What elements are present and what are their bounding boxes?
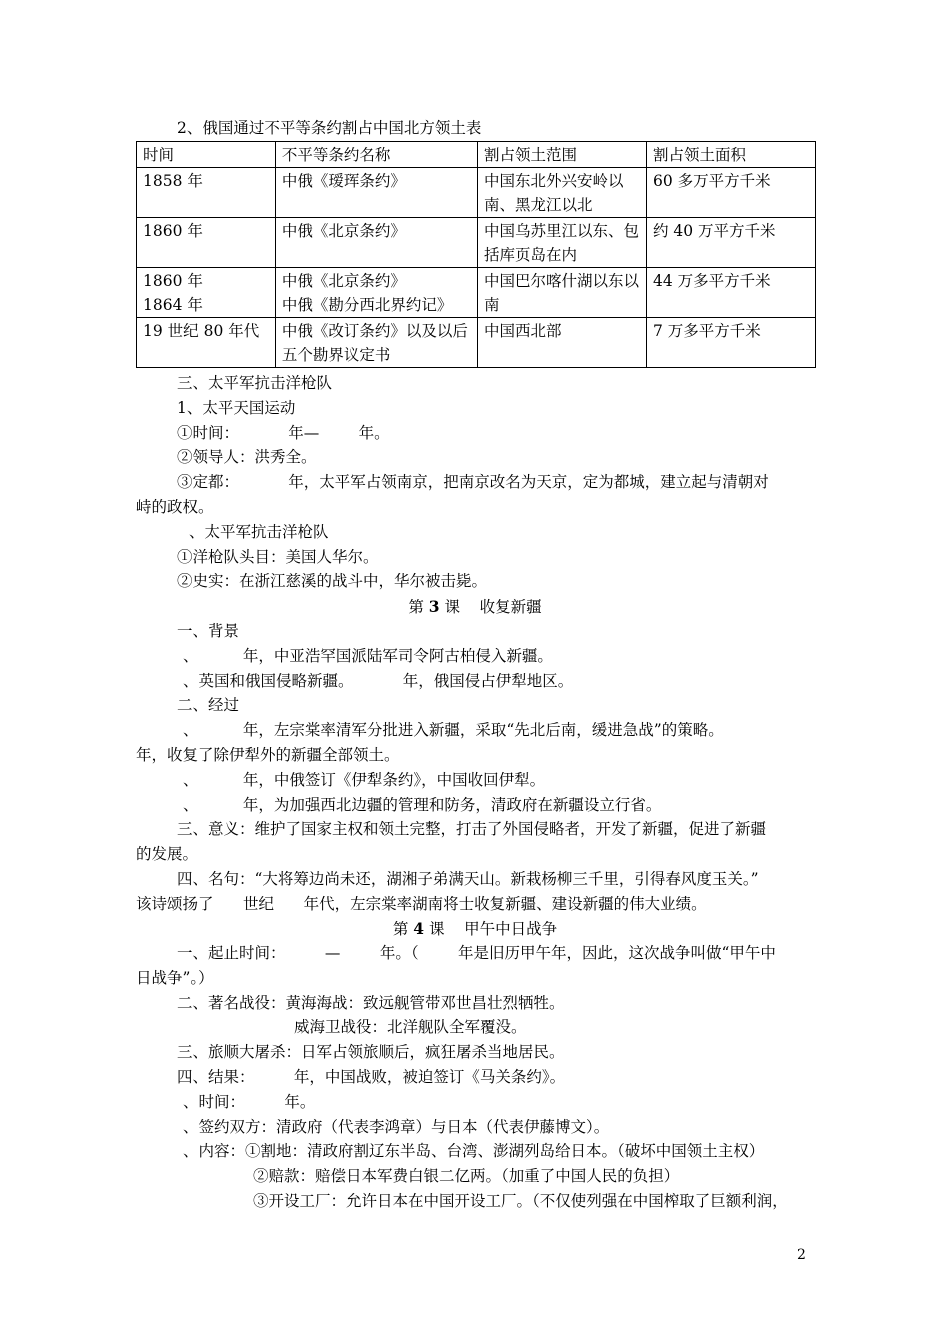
page-number: 2 — [797, 1247, 806, 1263]
text-line: 四、名句：“大将筹边尚未还，湖湘子弟满天山。新栽杨柳三千里，引得春风度玉关。” — [177, 870, 759, 888]
text-line: 二、著名战役：黄海海战：致远舰管带邓世昌壮烈牺牲。 — [177, 994, 565, 1012]
table-cell: 中俄《改订条约》以及以后五个勘界议定书 — [275, 318, 477, 368]
table-header-row — [137, 142, 816, 168]
lesson-title-suffix: 课 甲午中日战争 — [424, 920, 558, 938]
table-cell: 中俄《瑷珲条约》 — [275, 168, 477, 218]
text-line: ①洋枪队头目：美国人华尔。 — [177, 548, 379, 566]
text-line: ②赔款：赔偿日本军费白银二亿两。（加重了中国人民的负担） — [253, 1167, 680, 1185]
text-line: 年，收复了除伊犁外的新疆全部领土。 — [136, 746, 400, 764]
text-line: 、 年，中亚浩罕国派陆军司令阿古柏侵入新疆。 — [183, 647, 553, 665]
territory-table — [136, 141, 816, 368]
table-cell: 60 多万平方千米 — [646, 168, 815, 218]
text-line: 、英国和俄国侵略新疆。 年，俄国侵占伊犁地区。 — [183, 672, 574, 690]
subheading: 、太平军抗击洋枪队 — [189, 523, 329, 541]
text-line: 该诗颂扬了 世纪 年代，左宗棠率湖南将士收复新疆、建设新疆的伟大业绩。 — [136, 895, 707, 913]
text-line: 、时间： 年。 — [183, 1093, 316, 1111]
lesson-title-prefix: 第 — [408, 598, 429, 616]
header-cell: 不平等条约名称 — [275, 142, 477, 168]
table-cell: 中国东北外兴安岭以南、黑龙江以北 — [478, 168, 647, 218]
text-line: ②史实：在浙江慈溪的战斗中，华尔被击毙。 — [177, 572, 488, 590]
section-heading: 一、背景 — [177, 622, 240, 640]
text-line: 三、旅顺大屠杀：日军占领旅顺后，疯狂屠杀当地居民。 — [177, 1043, 565, 1061]
text-line: ③定都： 年，太平军占领南京，把南京改名为天京，定为都城，建立起与清朝对 — [177, 473, 769, 491]
section-heading: 二、经过 — [177, 696, 240, 714]
table-row — [137, 268, 816, 318]
table-cell: 7 万多平方千米 — [646, 318, 815, 368]
table-cell: 19 世纪 80 年代 — [137, 318, 276, 368]
table-title: 2、俄国通过不平等条约割占中国北方领土表 — [177, 119, 482, 137]
lesson-title-suffix: 课 收复新疆 — [439, 598, 542, 616]
text-line: 、签约双方：清政府（代表李鸿章）与日本（代表伊藤博文）。 — [183, 1118, 610, 1136]
lesson-title-prefix: 第 — [392, 920, 414, 938]
table-row — [137, 168, 816, 218]
text-line: ②领导人：洪秀全。 — [177, 448, 317, 466]
text-line: 、 年，左宗棠率清军分批进入新疆，采取“先北后南，缓进急战”的策略。 — [183, 721, 724, 739]
text-line: 日战争”。） — [136, 969, 214, 987]
header-cell: 割占领土面积 — [646, 142, 815, 168]
header-cell: 时间 — [137, 142, 276, 168]
lesson-title — [0, 596, 950, 618]
table-row — [137, 318, 816, 368]
table-cell: 中国巴尔喀什湖以东以南 — [478, 268, 647, 318]
table-cell: 约 40 万平方千米 — [646, 218, 815, 268]
lesson-number: 3 — [428, 597, 440, 616]
subheading: 1、太平天国运动 — [177, 399, 296, 417]
table-cell: 中国乌苏里江以东、包括库页岛在内 — [478, 218, 647, 268]
text-line: 四、结果： 年，中国战败，被迫签订《马关条约》。 — [177, 1068, 566, 1086]
section-heading: 三、太平军抗击洋枪队 — [177, 374, 333, 392]
table-cell: 中俄《北京条约》 — [275, 218, 477, 268]
text-line: 、内容：①割地：清政府割辽东半岛、台湾、澎湖列岛给日本。（破坏中国领土主权） — [183, 1142, 765, 1160]
text-line: ①时间： 年— 年。 — [177, 424, 390, 442]
table-cell: 中俄《北京条约》 中俄《勘分西北界约记》 — [275, 268, 477, 318]
text-line: ③开设工厂：允许日本在中国开设工厂。（不仅使列强在中国榨取了巨额利润， — [253, 1192, 788, 1210]
table-cell: 1860 年 1864 年 — [137, 268, 276, 318]
text-line: 、 年，为加强西北边疆的管理和防务，清政府在新疆设立行省。 — [183, 796, 662, 814]
table-cell: 中国西北部 — [478, 318, 647, 368]
lesson-title — [0, 918, 950, 940]
table-cell: 1860 年 — [137, 218, 276, 268]
table-cell: 44 万多平方千米 — [646, 268, 815, 318]
text-line: 三、意义：维护了国家主权和领土完整，打击了外国侵略者，开发了新疆，促进了新疆 — [177, 820, 767, 838]
table-cell: 1858 年 — [137, 168, 276, 218]
text-line: 的发展。 — [136, 845, 199, 863]
text-line: 威海卫战役：北洋舰队全军覆没。 — [294, 1018, 527, 1036]
text-line: 、 年，中俄签订《伊犁条约》，中国收回伊犁。 — [183, 771, 546, 789]
table-row — [137, 218, 816, 268]
lesson-number: 4 — [413, 919, 425, 938]
text-line: 峙的政权。 — [136, 498, 214, 516]
header-cell: 割占领土范围 — [478, 142, 647, 168]
text-line: 一、起止时间： — 年。（ 年是旧历甲午年，因此，这次战争叫做“甲午中 — [177, 944, 776, 962]
